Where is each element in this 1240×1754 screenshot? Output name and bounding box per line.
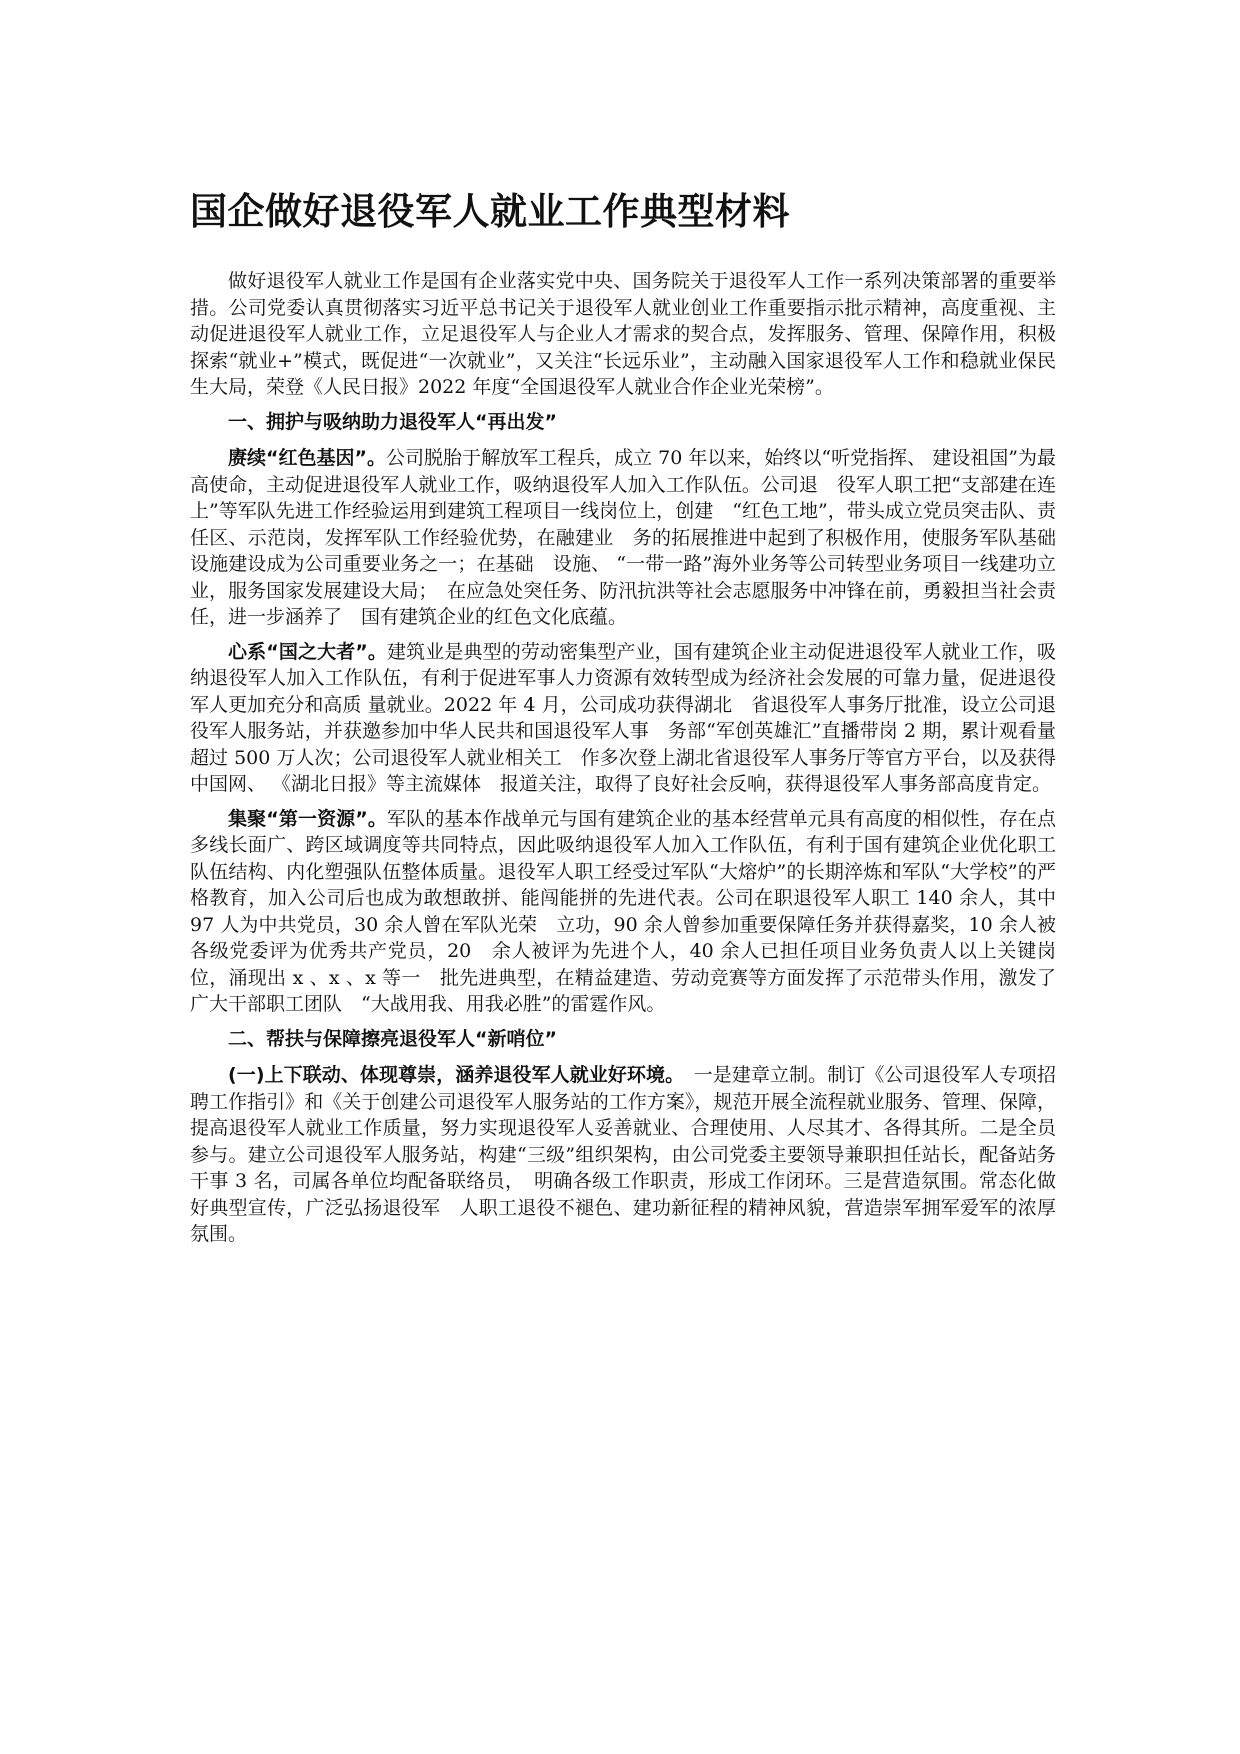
section-2-paragraph-1 [190, 1062, 1056, 1248]
intro-paragraph: 做好退役军人就业工作是国有企业落实党中央、国务院关于退役军人工作一系列决策部署的重要举措。公司党委认真贯彻落实习近平总书记关于退役军人就业创业工作重要指示批示精神，高度重视、主动促进退役军人就业工作，立足退役军人与企业人才需求的契合点，发挥服务、管理、保障作用，积极探索“就业+”模式，既促进“一次就业”，又关注“长远乐业”，主动融入国家退役军人工作和稳就业保民生大局，荣登《人民日报》2022 年度“全国退役军人就业合作企业光荣榜”。 [190, 270, 1056, 398]
paragraph-lead: (一)上下联动、体现尊崇，涵养退役军人就业好环境。 [228, 1064, 675, 1086]
section-1-paragraph-2 [190, 639, 1056, 798]
document-page [190, 188, 1056, 1256]
section-1-paragraph-3 [190, 806, 1056, 1018]
paragraph-lead: 集聚“第一资源”。 [228, 807, 388, 830]
paragraph-lead: 心系“国之大者”。 [228, 640, 388, 663]
paragraph-text: 一是建章立制。制订《公司退役军人专项招聘工作指引》和《关于创建公司退役军人服务站的工作方案》，规范开展全流程就业服务、管理、保障，提高退役军人就业工作质量，努力实现退役军人妥善就业、合理使用、人尽其才、各得其所。二是全员参与。建立公司退役军人服务站，构建“三级”组织架构，由公司党委主要领导兼职担任站长，配备站务干事 3 名，司属各单位均配备联络员， 明确各级工作职责，形成工作闭环。三是营造氛围。常态化做好典型宣传，广泛弘扬退役军 人职工退役不褪色、建功新征程的精神风貌，营造崇军拥军爱军的浓厚氛围。 [190, 1064, 1056, 1245]
paragraph-text: 公司脱胎于解放军工程兵，成立 70 年以来，始终以“听党指挥、 建设祖国”为最高使命，主动促进退役军人就业工作，吸纳退役军人加入工作队伍。公司退 役军人职工把“支部建在连上”等军队先进工作经验运用到建筑工程项目一线岗位上，创建 “红色工地”，带头成立党员突击队、责任区、示范岗，发挥军队工作经验优势，在融建业 务的拓展推进中起到了积极作用，使服务军队基础设施建设成为公司重要业务之一；在基础 设施、 “一带一路”海外业务等公司转型业务项目一线建功立业，服务国家发展建设大局； 在应急处突任务、防汛抗洪等社会志愿服务中冲锋在前，勇毅担当社会责任，进一步涵养了 国有建筑企业的红色文化底蕴。 [190, 447, 1056, 628]
paragraph-lead: 赓续“红色基因”。 [228, 447, 387, 469]
document-title: 国企做好退役军人就业工作典型材料 [190, 190, 790, 233]
paragraph-text: 建筑业是典型的劳动密集型产业，国有建筑企业主动促进退役军人就业工作，吸纳退役军人加入工作队伍，有利于促进军事人力资源有效转型成为经济社会发展的可靠力量，促进退役军人更加充分和高质 量就业。2022 年 4 月，公司成功获得湖北 省退役军人事务厅批准，设立公司退役军人服务站，并获邀参加中华人民共和国退役军人事 务部“军创英雄汇”直播带岗 2 期，累计观看量超过 500 万人次；公司退役军人就业相关工 作多次登上湖北省退役军人事务厅等官方平台，以及获得中国网、 《湖北日报》等主流媒体 报道关注，取得了良好社会反响，获得退役军人事务部高度肯定。 [190, 640, 1056, 795]
section-1-paragraph-1 [190, 445, 1056, 631]
paragraph-text: 军队的基本作战单元与国有建筑企业的基本经营单元具有高度的相似性，存在点多线长面广、跨区域调度等共同特点，因此吸纳退役军人加入工作队伍，有利于国有建筑企业优化职工队伍结构、内化塑强队伍整体质量。退役军人职工经受过军队“大熔炉”的长期淬炼和军队“大学校”的严格教育，加入公司后也成为敢想敢拼、能闯能拼的先进代表。公司在职退役军人职工 140 余人，其中 97 人为中共党员，30 余人曾在军队光荣 立功，90 余人曾参加重要保障任务并获得嘉奖，10 余人被各级党委评为优秀共产党员，20 余人被评为先进个人，40 余人已担任项目业务负责人以上关键岗位，涌现出 x 、x 、x 等一 批先进典型，在精益建造、劳动竞赛等方面发挥了示范带头作用，激发了广大干部职工团队 “大战用我、用我必胜”的雷霆作风。 [190, 807, 1056, 1015]
section-2-heading: 二、帮扶与保障擦亮退役军人“新哨位” [228, 1027, 557, 1050]
section-1-heading: 一、拥护与吸纳助力退役军人“再出发” [228, 410, 557, 433]
